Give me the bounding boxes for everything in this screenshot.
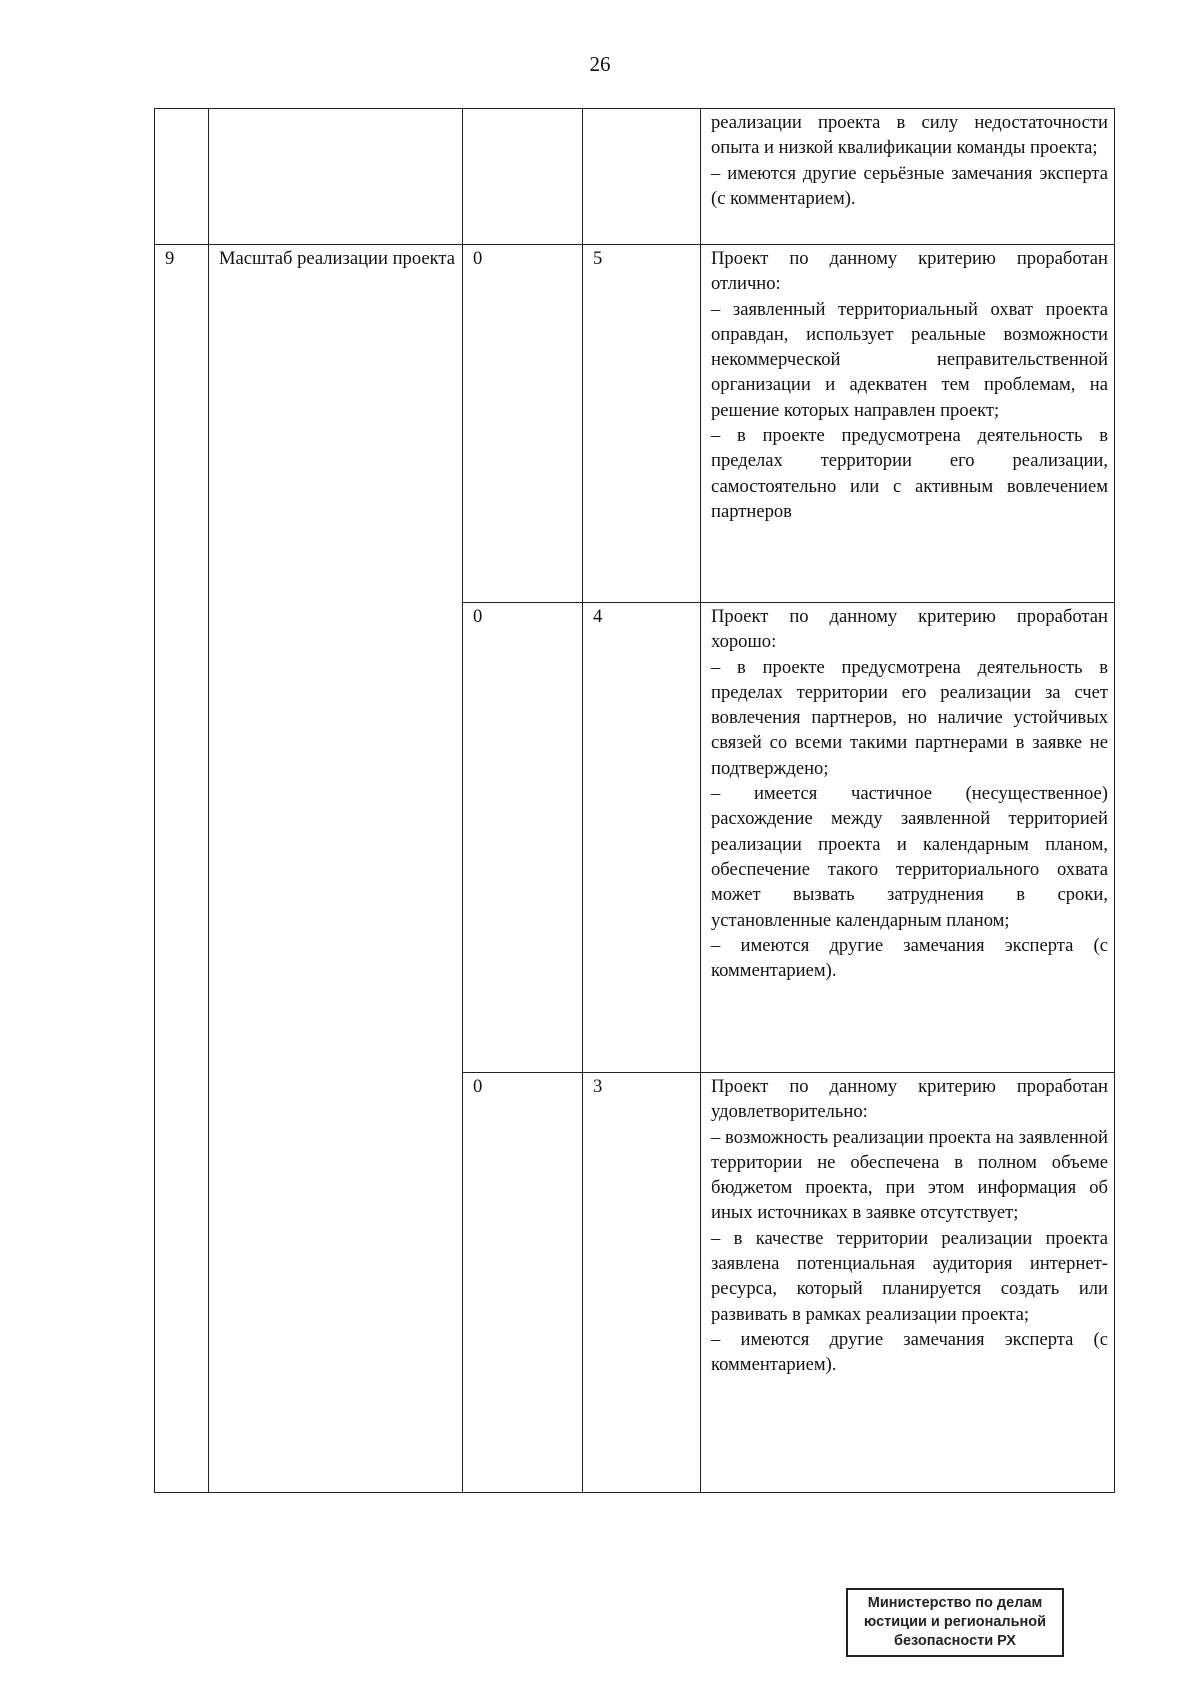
description-paragraph: Проект по данному критерию проработан отлично:: [711, 248, 1108, 295]
criterion-name-cell: [209, 109, 463, 245]
criterion-name-cell: [209, 245, 463, 1493]
description-paragraph: реализации проекта в силу недостаточности опыта и низкой квалификации команды проекта;: [711, 112, 1108, 159]
description-paragraph: – имеются другие замечания эксперта (с комментарием).: [711, 934, 1108, 982]
number-cell: [155, 109, 209, 245]
description-cell: [701, 1073, 1115, 1493]
description-paragraph: – в проекте предусмотрена деятельность в пределах территории его реализации за счет вовлечения партнеров, но наличие устойчивых связей со всеми такими партнерами в заявке не подтверждено;: [711, 656, 1108, 779]
min-score: 0: [463, 603, 583, 1073]
min-score: 0: [463, 1073, 583, 1493]
max-score-cell: [583, 109, 701, 245]
stamp-line: юстиции и региональной: [863, 1614, 1047, 1630]
description-paragraph: – имеются другие замечания эксперта (с комментарием).: [711, 1328, 1108, 1376]
max-score: 5: [583, 245, 701, 603]
description-paragraph: – в качестве территории реализации проекта заявлена потенциальная аудитория интернет-ресурса, который планируется создать или развивать в рамках реализации проекта;: [711, 1227, 1108, 1325]
description-paragraph: Проект по данному критерию проработан удовлетворительно:: [711, 1076, 1108, 1123]
description-cell: [701, 109, 1115, 245]
ministry-stamp: [846, 1588, 1064, 1657]
stamp-line: безопасности РХ: [894, 1633, 1016, 1649]
max-score: 4: [583, 603, 701, 1073]
criteria-table: [154, 108, 1115, 1493]
stamp-line: Министерство по делам: [867, 1595, 1043, 1611]
min-score: 0: [463, 245, 583, 603]
description-cell: [701, 245, 1115, 603]
min-score-cell: [463, 109, 583, 245]
description-paragraph: Проект по данному критерию проработан хорошо:: [711, 606, 1108, 653]
page-number: 26: [589, 52, 611, 76]
max-score: 3: [583, 1073, 701, 1493]
description-paragraph: – в проекте предусмотрена деятельность в пределах территории его реализации, самостоятельно или с активным вовлечением партнеров: [711, 425, 1108, 522]
criterion-name: Масштаб реализации проекта: [219, 248, 456, 269]
table-row-continuation: [155, 109, 1115, 245]
description-paragraph: – заявленный территориальный охват проекта оправдан, использует реальные возможности некоммерческой неправительственной организации и адекватен тем проблемам, на решение которых направлен проект;: [711, 298, 1108, 421]
table-row-criterion: [155, 245, 1115, 603]
description-paragraph: – имеются другие серьёзные замечания эксперта (с комментарием).: [711, 162, 1108, 209]
criterion-number: 9: [155, 245, 209, 1493]
description-paragraph: – возможность реализации проекта на заявленной территории не обеспечена в полном объеме бюджетом проекта, при этом информация об иных источниках в заявке отсутствует;: [711, 1126, 1108, 1224]
description-paragraph: – имеется частичное (несущественное) расхождение между заявленной территорией реализации проекта и календарным планом, обеспечение такого территориального охвата может вызвать затруднения в сроки, установленные календарным планом;: [711, 783, 1108, 931]
description-cell: [701, 603, 1115, 1073]
